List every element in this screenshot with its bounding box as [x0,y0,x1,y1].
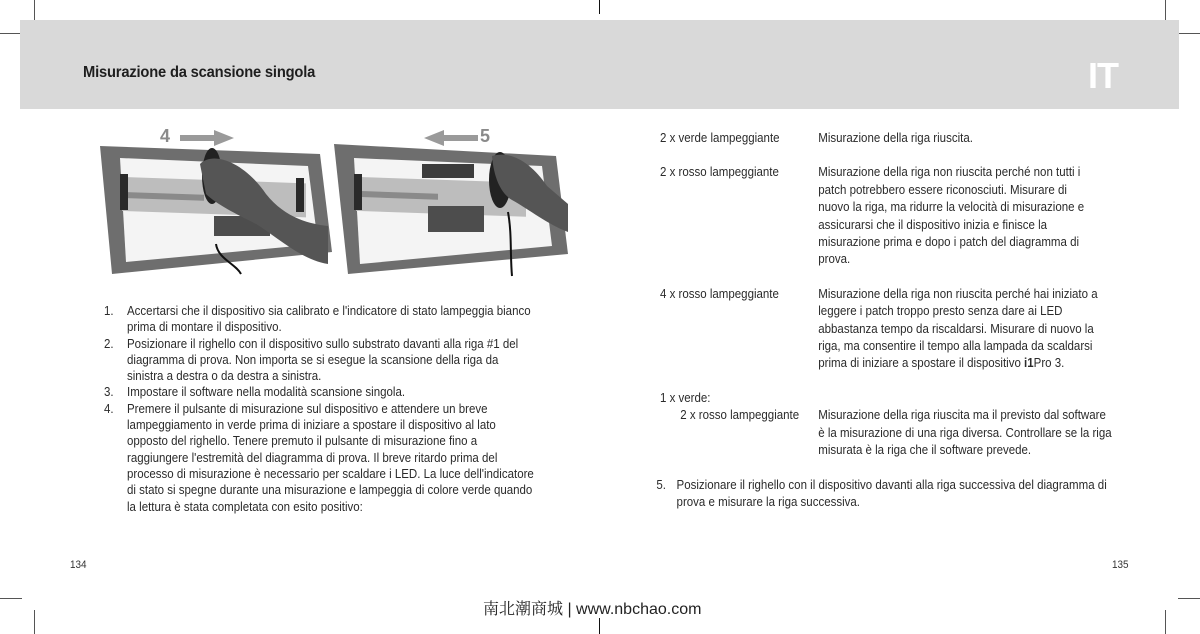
signal-meaning: Misurazione della riga riuscita ma il previsto dal software è la misurazione di una riga diversa. Controllare se la riga misurata è la riga che il software prevede. [818,408,1112,458]
signal-label: 2 x rosso lampeggiante [680,408,800,423]
step-text: Posizionare il righello con il dispositivo davanti alla riga successiva del diagramma di prova e misurare la riga successiva. [676,477,1107,509]
crop-mark [1165,0,1166,22]
list-item [104,303,536,336]
crop-mark [1178,33,1200,34]
signal-label: 2 x rosso lampeggiante [660,165,779,180]
page-title: Misurazione da scansione singola [83,64,316,81]
signal-meaning: Misurazione della riga riuscita. [818,131,973,145]
crop-mark [34,0,35,22]
table-row [660,164,1138,268]
signal-label: 2 x verde lampeggiante [660,131,780,145]
step-number: 4. [104,401,114,416]
ruler-device-illustration-icon [332,124,572,279]
table-row [660,130,1138,147]
combined-signal-head: 1 x verde: [660,390,711,405]
arrow-right-icon [180,130,234,146]
list-item [656,477,1138,512]
step-label-5: 5 [480,126,491,146]
step-number: 2. [104,336,114,351]
crop-mark [1165,610,1166,634]
watermark: 南北潮商城 | www.nbchao.com [483,601,702,618]
crop-mark [34,610,35,634]
crop-mark [1178,598,1200,599]
step-label-4: 4 [160,126,171,146]
crop-mark [0,33,22,34]
step-text: Posizionare il righello con il dispositivo sullo substrato davanti alla riga #1 del diagramma di prova. Non importa se si esegue la scansione della riga da sinistra a destra o da destra a sinistra. [127,336,519,384]
brand-name: i1 [1024,356,1034,371]
figure-step-5 [332,124,572,279]
signal-meaning [818,286,1103,373]
table-row [660,286,1138,373]
step-text: Impostare il software nella modalità scansione singola. [127,385,406,400]
page-number-left: 134 [70,559,87,571]
crop-mark [0,598,22,599]
ruler-device-illustration-icon [96,124,336,279]
list-item [104,336,536,385]
meaning-text: Pro 3. [1033,356,1065,371]
list-item [104,384,536,400]
arrow-left-icon [424,130,478,146]
step-number: 3. [104,385,114,400]
signal-label: 4 x rosso lampeggiante [660,286,779,301]
signal-meaning: Misurazione della riga non riuscita perché non tutti i patch potrebbero essere riconosciuti. Misurare di nuovo la riga, ma ridurre la velocità di misurazione e assicurarsi che il dispositivo inizia e finisce la misurazione prima e dopo i patch del diagramma di prova. [818,165,1085,267]
language-badge: IT [1088,55,1118,96]
meaning-text: Misurazione della riga non riuscita perché hai iniziato a leggere i patch troppo presto senza dare ai LED abbastanza tempo da riscaldarsi. Misurare di nuovo la riga, ma consentire il tempo alla lampada da scaldarsi prima di iniziare a spostare il dispositivo [818,286,1098,371]
table-row [680,407,1138,459]
crop-mark [599,0,600,14]
figure-step-4 [96,124,336,279]
step-number: 1. [104,304,114,318]
list-item [104,401,536,515]
step-number: 5. [656,477,666,492]
status-table [656,130,1138,511]
crop-mark [599,618,600,634]
step-text: Premere il pulsante di misurazione sul dispositivo e attendere un breve lampeggiamento in verde prima di iniziare a spostare il dispositivo al lato opposto del righello. Tenere premuto il pulsante di misurazione fino a raggiungere l'estremità del diagramma di prova. Il breve ritardo prima del processo di misurazione è necessario per scaldare i LED. La luce dell'indicatore di stato si spegne durante una misurazione e lampeggia di colore verde quando la lettura è stata completata con esito positivo: [127,401,534,514]
steps-list [104,303,536,515]
page-number-right: 135 [1112,559,1129,571]
step-text: Accertarsi che il dispositivo sia calibrato e l'indicatore di stato lampeggia bianco prima di montare il dispositivo. [127,304,531,335]
